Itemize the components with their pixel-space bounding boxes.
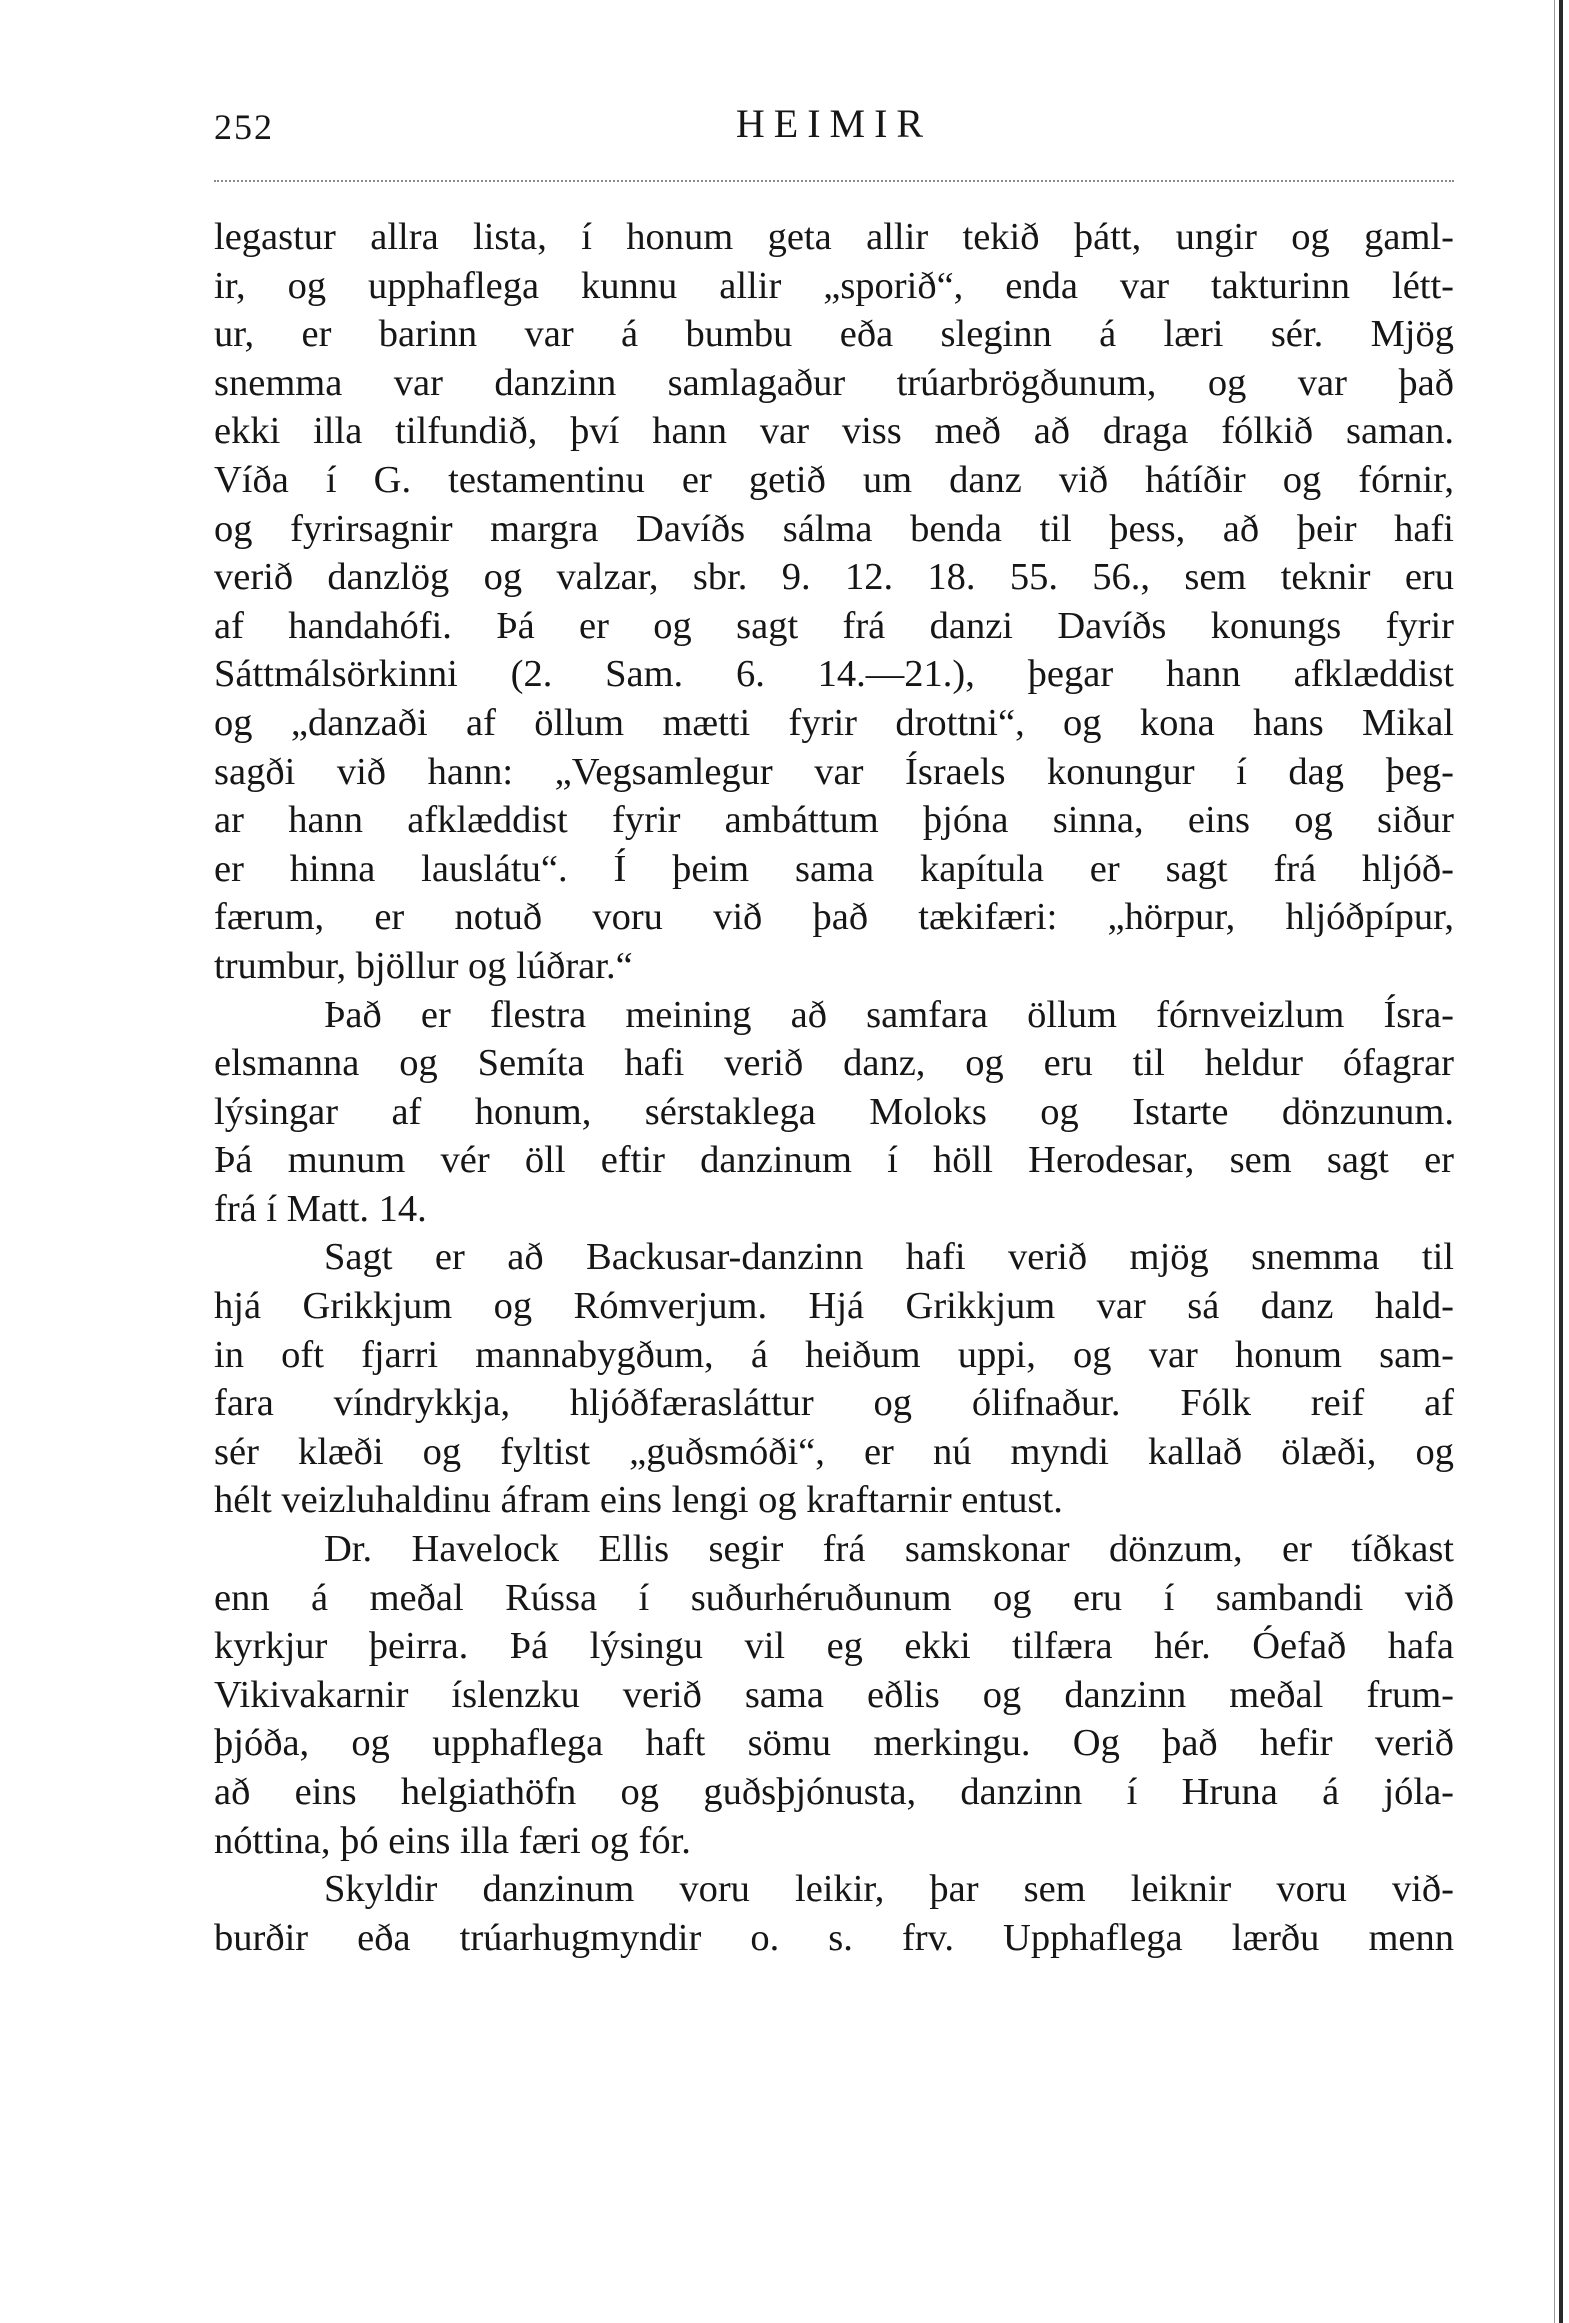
paragraph (214, 1865, 1454, 1962)
text-line: elsmanna og Semíta hafi verið danz, og eru til heldur ófagrar (214, 1042, 1454, 1085)
text-line: fara víndrykkja, hljóðfærasláttur og ólifnaður. Fólk reif af (214, 1382, 1454, 1425)
text-line: ar hann afklæddist fyrir ambáttum þjóna sinna, eins og siður (214, 799, 1454, 842)
text-line: burðir eða trúarhugmyndir o. s. frv. Upphaflega lærðu menn (214, 1916, 1454, 1959)
running-title: HEIMIR (735, 101, 933, 146)
text-line: að eins helgiathöfn og guðsþjónusta, danzinn í Hruna á jóla- (214, 1771, 1454, 1813)
page-edge (1559, 0, 1563, 2323)
text-line: trumbur, bjöllur og lúðrar.“ (214, 944, 633, 987)
paragraph (214, 1233, 1454, 1525)
text-line: frá í Matt. 14. (214, 1187, 427, 1230)
text-line: enn á meðal Rússa í suðurhéruðunum og eru í sambandi við (214, 1576, 1454, 1619)
page-number: 252 (214, 107, 274, 147)
text-line: verið danzlög og valzar, sbr. 9. 12. 18. 55. 56., sem teknir eru (214, 556, 1454, 599)
text-line: þjóða, og upphaflega haft sömu merkingu. Og það hefir verið (214, 1722, 1454, 1765)
text-line: lýsingar af honum, sérstaklega Moloks og Istarte dönzunum. (214, 1090, 1454, 1133)
text-line: Víða í G. testamentinu er getið um danz við hátíðir og fórnir, (214, 458, 1454, 501)
text-line: færum, er notuð voru við það tækifæri: „hörpur, hljóðpípur, (214, 896, 1454, 939)
text-line: Þá munum vér öll eftir danzinum í höll Herodesar, sem sagt er (214, 1139, 1454, 1182)
text-line: Sagt er að Backusar-danzinn hafi verið mjög snemma til (324, 1236, 1454, 1279)
text-line: af handahófi. Þá er og sagt frá danzi Davíðs konungs fyrir (214, 604, 1454, 647)
text-line: ekki illa tilfundið, því hann var viss með að draga fólkið saman. (214, 410, 1454, 453)
text-line: nóttina, þó eins illa færi og fór. (214, 1819, 691, 1862)
text-line: sér klæði og fyltist „guðsmóði“, er nú myndi kallað ölæði, og (214, 1430, 1454, 1473)
text-line: kyrkjur þeirra. Þá lýsingu vil eg ekki tilfæra hér. Óefað hafa (214, 1625, 1454, 1668)
text-line: hélt veizluhaldinu áfram eins lengi og kraftarnir entust. (214, 1479, 1063, 1522)
body-text (214, 213, 1454, 1962)
page-header (214, 96, 1454, 156)
page-edge-inner (1554, 0, 1555, 2323)
text-line: er hinna lauslátu“. Í þeim sama kapítula er sagt frá hljóð- (214, 847, 1454, 890)
text-line: Dr. Havelock Ellis segir frá samskonar dönzum, er tíðkast (324, 1528, 1454, 1571)
text-line: og fyrirsagnir margra Davíðs sálma benda til þess, að þeir hafi (214, 507, 1454, 550)
paragraph (214, 1525, 1454, 1865)
text-line: snemma var danzinn samlagaður trúarbrögðunum, og var það (214, 361, 1454, 404)
text-line: Vikivakarnir íslenzku verið sama eðlis og danzinn meðal frum- (214, 1673, 1454, 1716)
text-line: ur, er barinn var á bumbu eða sleginn á læri sér. Mjög (214, 313, 1454, 356)
text-line: sagði við hann: „Vegsamlegur var Ísraels konungur í dag þeg- (214, 750, 1454, 793)
text-line: Sáttmálsörkinni (2. Sam. 6. 14.—21.), þegar hann afklæddist (214, 653, 1454, 696)
text-line: Það er flestra meining að samfara öllum fórnveizlum Ísra- (324, 993, 1454, 1036)
text-line: Skyldir danzinum voru leikir, þar sem leiknir voru við- (324, 1868, 1454, 1911)
text-line: legastur allra lista, í honum geta allir tekið þátt, ungir og gaml- (214, 216, 1454, 258)
text-line: in oft fjarri mannabygðum, á heiðum uppi, og var honum sam- (214, 1333, 1454, 1376)
text-line: ir, og upphaflega kunnu allir „sporið“, enda var takturinn létt- (214, 264, 1454, 307)
text-line: og „danzaði af öllum mætti fyrir drottni“, og kona hans Mikal (214, 701, 1454, 744)
header-rule (214, 180, 1454, 182)
paragraph (214, 213, 1454, 991)
text-line: hjá Grikkjum og Rómverjum. Hjá Grikkjum var sá danz hald- (214, 1285, 1454, 1328)
paragraph (214, 991, 1454, 1234)
